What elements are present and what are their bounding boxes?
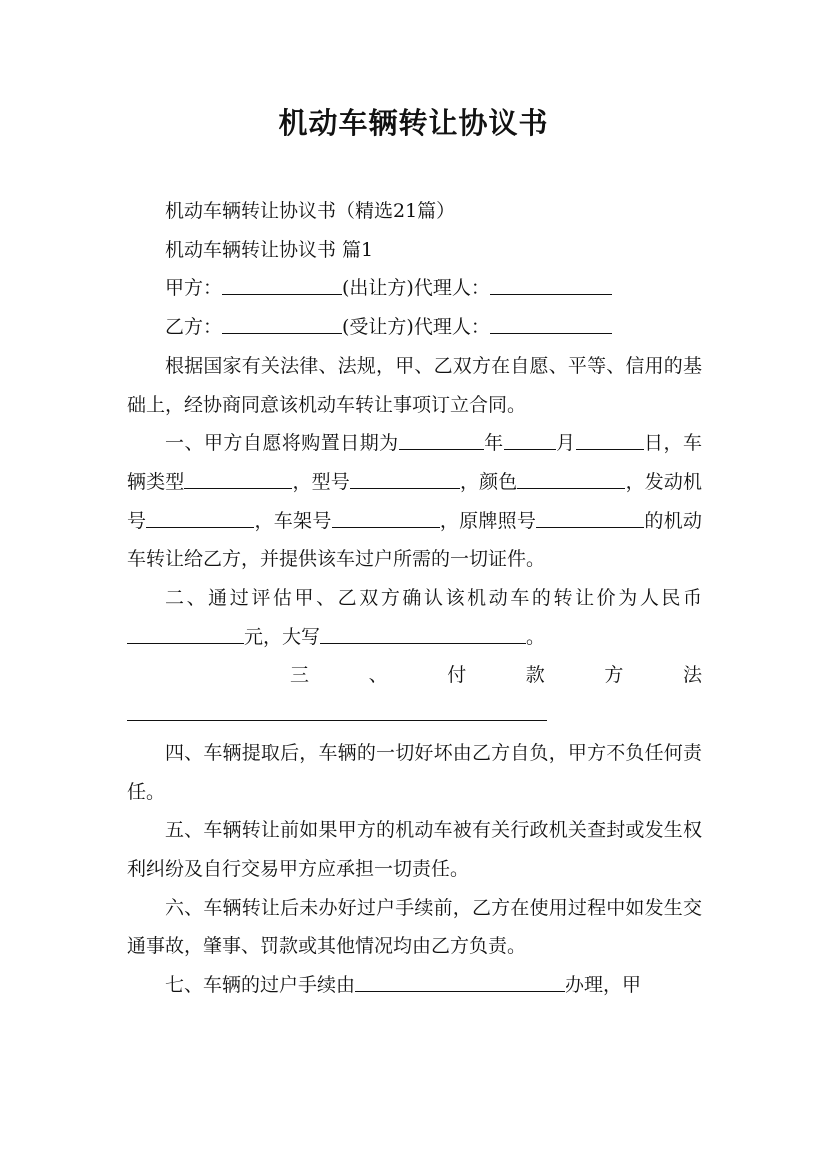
clause-7-text-a: 七、车辆的过户手续由 [165, 974, 356, 997]
clause-1-frame-label: ，车架号 [254, 509, 332, 532]
clause-3-char: 款 [525, 664, 545, 687]
party-a-line [127, 269, 702, 308]
purchase-year-blank [399, 430, 484, 450]
party-a-agent-blank [490, 275, 612, 295]
purchase-day-blank [576, 430, 644, 450]
clause-3-char: 、 [368, 664, 388, 687]
clause-1-text-end: 的机动车转让给乙方，并提供该车过户所需的一切证件。 [127, 509, 702, 571]
clause-3-char: 方 [604, 664, 624, 687]
clause-4: 四、车辆提取后，车辆的一切好坏由乙方自负，甲方不负任何责任。 [127, 741, 702, 803]
clause-2 [127, 579, 702, 656]
party-b-blank [222, 314, 342, 334]
clause-1-type-label: 日，车辆类型 [127, 432, 702, 493]
section-heading: 机动车辆转让协议书 篇1 [165, 238, 374, 261]
vehicle-model-blank [350, 469, 460, 489]
party-b-label: 乙方： [165, 316, 223, 339]
clause-1-month-label: 月 [555, 432, 576, 455]
vehicle-color-blank [517, 469, 625, 489]
vehicle-type-blank [184, 469, 292, 489]
clause-1-year-label: 年 [483, 432, 504, 455]
clause-1-text-a: 一、甲方自愿将购置日期为 [165, 432, 399, 455]
party-a-label: 甲方： [165, 277, 223, 300]
payment-method-line [127, 695, 702, 734]
clause-7 [127, 966, 702, 1005]
clause-1-plate-label: ，原牌照号 [439, 509, 537, 532]
price-amount-blank [127, 624, 244, 644]
party-b-agent-blank [490, 314, 612, 334]
payment-method-blank [127, 701, 547, 721]
clause-3-heading [127, 656, 702, 695]
clause-1-model-label: ，型号 [292, 470, 350, 493]
purchase-month-blank [504, 430, 556, 450]
document-body [127, 192, 702, 1005]
document-title: 机动车辆转让协议书 [278, 106, 549, 140]
party-a-blank [222, 275, 342, 295]
clause-2-end: 。 [526, 625, 546, 648]
clause-6: 六、车辆转让后未办好过户手续前，乙方在使用过程中如发生交通事故，肇事、罚款或其他情况均由乙方负责。 [127, 896, 702, 958]
clause-1 [127, 424, 702, 579]
subtitle-paragraph: 机动车辆转让协议书（精选21篇） [165, 200, 456, 222]
clause-1-color-label: ，颜色 [459, 470, 518, 493]
clause-2-text-a: 二、通过评估甲、乙双方确认该机动车的转让价为人民币 [165, 587, 702, 610]
party-b-line [127, 308, 702, 347]
price-uppercase-blank [320, 624, 526, 644]
party-b-agent-label: (受让方)代理人： [342, 316, 490, 339]
party-a-agent-label: (出让方)代理人： [342, 277, 490, 300]
clause-7-text-b: 办理，甲 [565, 974, 642, 997]
engine-number-blank [146, 508, 254, 528]
frame-number-blank [332, 508, 440, 528]
transfer-handler-blank [355, 972, 565, 992]
clause-1-engine-label: ，发动机号 [127, 470, 702, 532]
clause-5: 五、车辆转让前如果甲方的机动车被有关行政机关查封或发生权利纠纷及自行交易甲方应承担一切责任。 [127, 819, 702, 880]
plate-number-blank [536, 508, 644, 528]
clause-3-char: 法 [682, 664, 702, 687]
clause-2-yuan-label: 元，大写 [244, 625, 321, 648]
clause-3-char: 三 [290, 664, 310, 687]
clause-3-char: 付 [447, 664, 467, 687]
intro-paragraph: 根据国家有关法律、法规，甲、乙双方在自愿、平等、信用的基础上，经协商同意该机动车转让事项订立合同。 [127, 354, 702, 416]
